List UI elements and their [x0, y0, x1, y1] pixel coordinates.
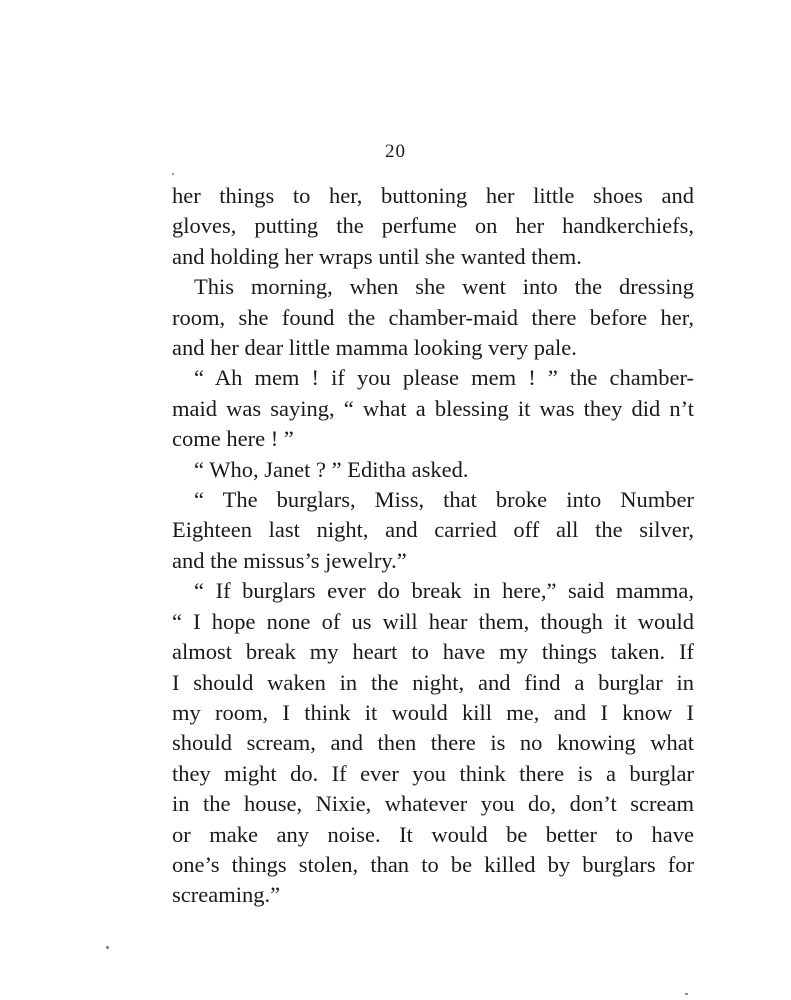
paragraph [172, 363, 694, 454]
text-line: her things to her, buttoning her little shoes and [172, 183, 694, 208]
text-line: in the house, Nixie, whatever you do, don’t scream [172, 791, 694, 817]
text-line: almost break my heart to have my things taken. If [172, 639, 694, 665]
body-text [172, 181, 694, 911]
text-line: I should waken in the night, and find a burglar in [172, 669, 694, 695]
text-line: one’s things stolen, than to be killed by burglars for [172, 851, 694, 877]
text-line: screaming.” [172, 882, 281, 908]
text-line: This morning, when she went into the dressing [194, 274, 694, 300]
text-line: gloves, putting the perfume on her handkerchiefs, [172, 213, 694, 239]
text-line: “ Ah mem ! if you please mem ! ” the chamber- [194, 365, 694, 391]
paragraph [172, 181, 694, 272]
text-line: or make any noise. It would be better to have [172, 821, 694, 847]
scan-speck [106, 946, 109, 949]
text-line: room, she found the chamber-maid there before her, [172, 304, 694, 330]
text-line: “ If burglars ever do break in here,” said mamma, [194, 578, 694, 604]
scan-speck [172, 173, 174, 175]
paragraph [172, 576, 694, 910]
scan-speck [685, 993, 688, 995]
text-line: should scream, and then there is no knowing what [172, 730, 694, 756]
text-line: Eighteen last night, and carried off all the silver, [172, 517, 694, 543]
text-line: and the missus’s jewelry.” [172, 547, 407, 573]
text-line: maid was saying, “ what a blessing it was they did n’t [172, 395, 694, 421]
text-line: and holding her wraps until she wanted them. [172, 243, 582, 269]
paragraph [172, 455, 694, 485]
text-line: and her dear little mamma looking very pale. [172, 335, 577, 361]
text-line: “ Who, Janet ? ” Editha asked. [194, 456, 469, 482]
text-line: my room, I think it would kill me, and I know I [172, 699, 694, 725]
text-line: “ The burglars, Miss, that broke into Number [194, 487, 694, 513]
text-line: they might do. If ever you think there is a burglar [172, 760, 694, 786]
paragraph [172, 485, 694, 576]
paragraph [172, 272, 694, 363]
page-number: 20 [385, 141, 406, 162]
text-line: “ I hope none of us will hear them, though it would [172, 608, 694, 634]
text-line: come here ! ” [172, 426, 294, 452]
